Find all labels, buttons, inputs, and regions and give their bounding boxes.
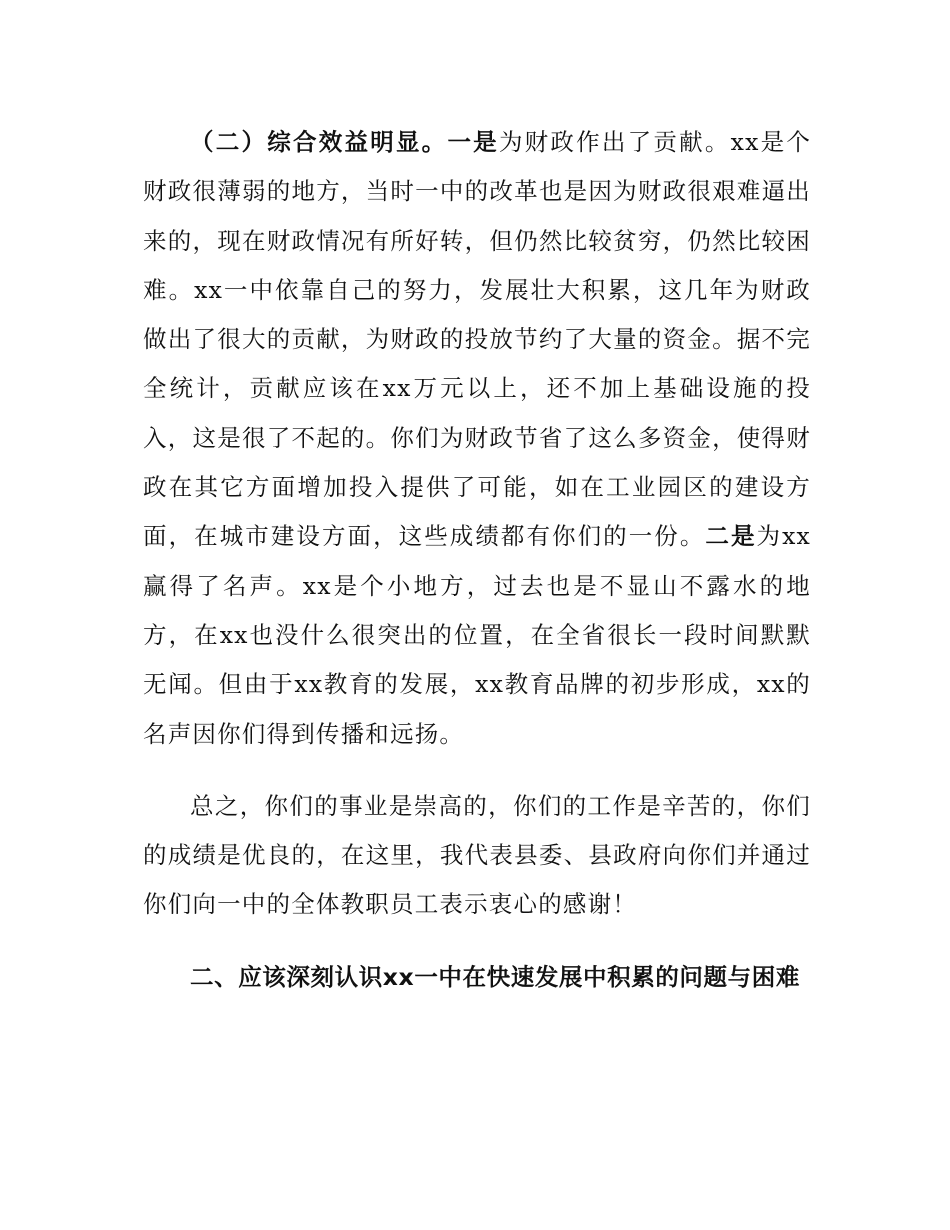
section-lead: （二）综合效益明显。 [190, 128, 448, 156]
point-1-text: 为财政作出了贡献。xx是个财政很薄弱的地方，当时一中的改革也是因为财政很艰难逼出来的，现在财政情况有所好转，但仍然比较贫穷，仍然比较困难。xx一中依靠自己的努力，发展壮大积累，这几年为财政做出了很大的贡献，为财政的投放节约了大量的资金。据不完全统计，贡献应该在xx万元以上，还不加上基础设施的投入，这是很了不起的。你们为财政节省了这么多资金，使得财政在其它方面增加投入提供了可能，如在工业园区的建设方面，在城市建设方面，这些成绩都有你们的一份。 [143, 128, 812, 551]
section-heading-two: 二、应该深刻认识xx一中在快速发展中积累的问题与困难 [190, 962, 800, 991]
point-2-label: 二是 [705, 522, 757, 551]
point-1-label: 一是 [447, 128, 499, 156]
point-2-text: 为xx赢得了名声。xx是个小地方，过去也是不显山不露水的地方，在xx也没什么很突出的位置，在全省很长一段时间默默无闻。但由于xx教育的发展，xx教育品牌的初步形成，xx的名声因你们得到传播和远扬。 [143, 522, 812, 748]
document-page [143, 118, 811, 1002]
paragraph-comprehensive-benefits [143, 118, 811, 759]
paragraph-summary: 总之，你们的事业是崇高的，你们的工作是辛苦的，你们的成绩是优良的，在这里，我代表县委、县政府向你们并通过你们向一中的全体教职员工表示衷心的感谢！ [143, 791, 811, 919]
